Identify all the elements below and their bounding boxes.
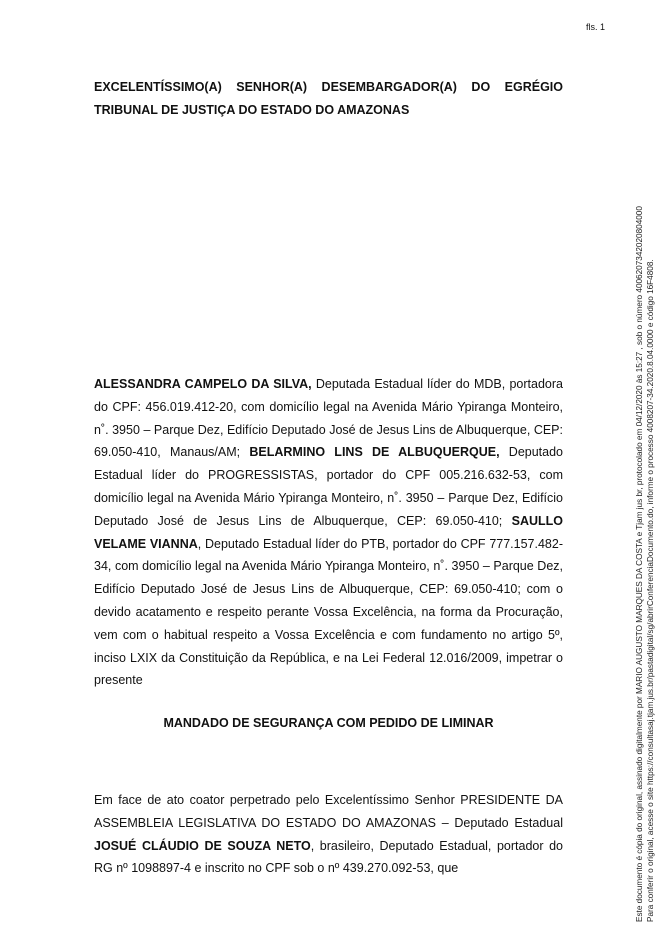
- coator-text-1: Em face de ato coator perpetrado pelo Excelentíssimo Senhor PRESIDENTE DA ASSEMBLEIA LEGISLATIVA DO ESTADO DO AMAZONAS – Deputado Estadual: [94, 793, 563, 830]
- signature-stamp-line-2: Para conferir o original, acesse o site https://consultasaj.tjam.jus.br/pastadigital/sg/abrirConferenciaDocumento.do, informe o processo 4008207-34.2020.8.04.0000 e código 16F4808.: [646, 259, 655, 922]
- coator-paragraph: [94, 789, 563, 880]
- petitioner-name-2: BELARMINO LINS DE ALBUQUERQUE,: [249, 445, 500, 460]
- coator-name: JOSUÉ CLÁUDIO DE SOUZA NETO: [94, 838, 311, 853]
- petitioner-text-3: , Deputado Estadual líder do PTB, portador do CPF 777.157.482-34, com domicílio legal na Avenida Mário Ypiranga Monteiro, n˚. 3950 – Parque Dez, Edifício Deputado José de Jesus Lins de Albuquerque, CEP: 69.050-410; com o devido acatamento e respeito perante Vossa Excelência, na forma da Procuração, vem com o habitual respeito a Vossa Excelência e com fundamento no artigo 5º, inciso LXIX da Constituição da República, e na Lei Federal 12.016/2009, impetrar o presente: [94, 536, 563, 688]
- section-title: MANDADO DE SEGURANÇA COM PEDIDO DE LIMINAR: [163, 716, 494, 730]
- petitioner-name-3: SAULLO VELAME VIANNA: [94, 513, 563, 551]
- petitioner-text-2: Deputado Estadual líder do PROGRESSISTAS, portador do CPF 005.216.632-53, com domicílio legal na Avenida Mário Ypiranga Monteiro, n˚. 3950 – Parque Dez, Edifício Deputado José de Jesus Lins de Albuquerque, CEP: 69.050-410;: [94, 445, 563, 528]
- petitioner-text-1: Deputada Estadual líder do MDB, portadora do CPF: 456.019.412-20, com domicílio legal na Avenida Mário Ypiranga Monteiro, n˚. 3950 – Parque Dez, Edifício Deputado José de Jesus Lins de Albuquerque, CEP: 69.050-410, Manaus/AM;: [94, 377, 563, 460]
- coator-text-2: , brasileiro, Deputado Estadual, portador do RG nº 1098897-4 e inscrito no CPF sob o nº 439.270.092-53, que: [94, 838, 563, 876]
- heading-line-1: EXCELENTÍSSIMO(A) SENHOR(A) DESEMBARGADOR(A) DO EGRÉGIO: [94, 80, 563, 94]
- signature-stamp-line-1: Este documento é cópia do original, assinado digitalmente por MARIO AUGUSTO MARQUES DA COSTA e Tjam jus br, protocolado em 04/12/2020 às 15:27 , sob o número 4006207342020804000: [635, 206, 644, 922]
- page-number: fls. 1: [586, 22, 606, 32]
- heading-line-2: TRIBUNAL DE JUSTIÇA DO ESTADO DO AMAZONAS: [94, 103, 410, 117]
- digital-signature-stamp: [634, 42, 656, 922]
- petitioners-paragraph: [94, 373, 563, 692]
- petitioner-name-1: ALESSANDRA CAMPELO DA SILVA,: [94, 377, 312, 391]
- document-heading: [94, 76, 563, 122]
